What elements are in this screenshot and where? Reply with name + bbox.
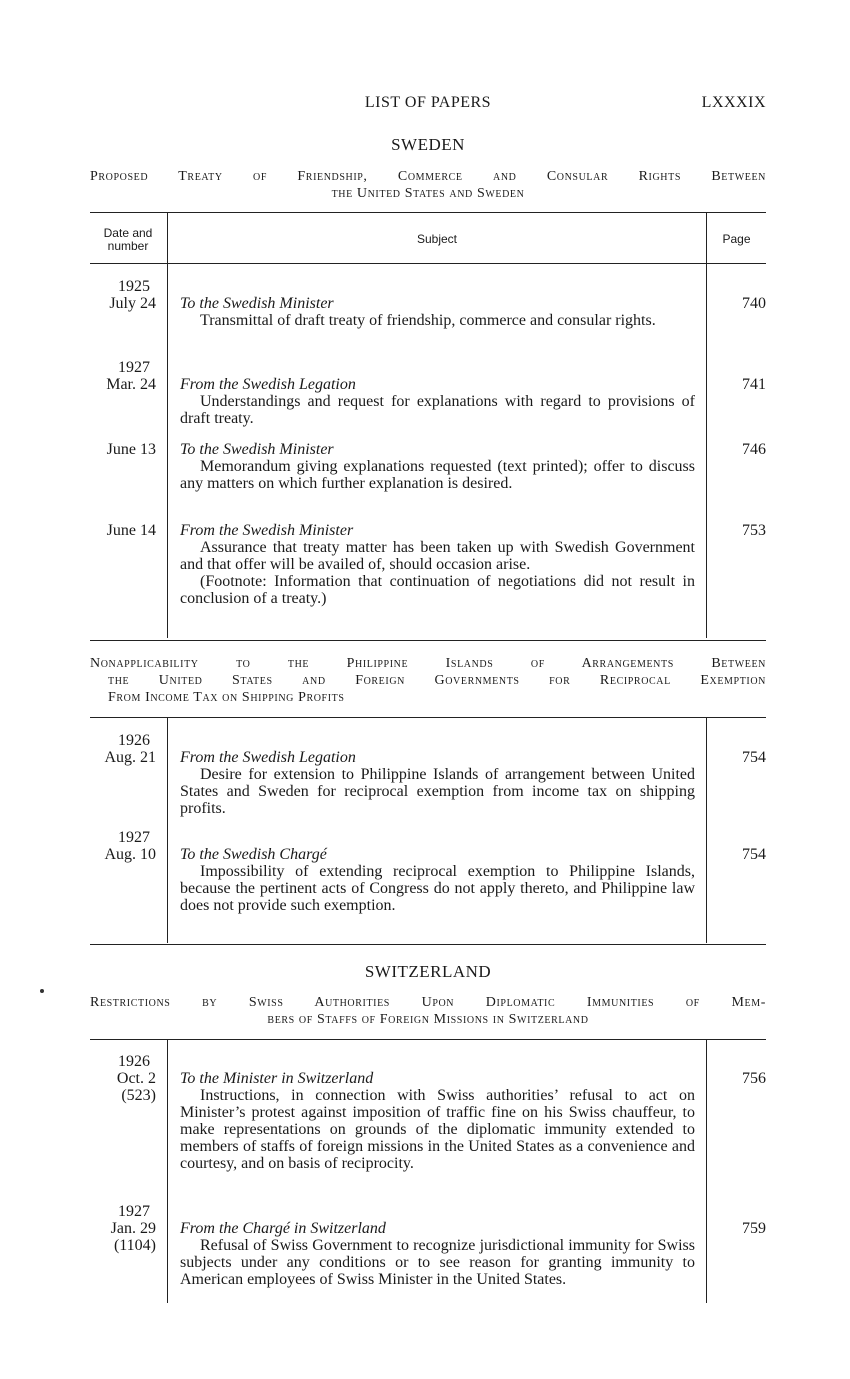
section-heading-line: bers of Staffs of Foreign Missions in Switzerland — [267, 1012, 589, 1027]
entry-date: 1925 July 24 — [109, 278, 156, 312]
section-heading-line: From Income Tax on Shipping Profits — [108, 690, 345, 705]
entry-page: 741 — [742, 376, 766, 393]
section-heading-line: Proposed Treaty of Friendship, Commerce and Consular Rights Between — [90, 169, 766, 184]
entry-page: 759 — [742, 1220, 766, 1237]
table-bottom-rule — [90, 640, 766, 641]
column-header-date: Date and number — [103, 226, 153, 253]
entry-subject: From the Swedish Legation Desire for extension to Philippine Islands of arrangement between United States and Sweden for reciprocal exemption from income tax on shipping profits. — [180, 749, 695, 817]
entry-page: 746 — [742, 441, 766, 458]
entry-subject: To the Minister in Switzerland Instructions, in connection with Swiss authorities’ refusal to act on Minister’s protest against imposition of traffic fine on his Swiss chauffeur, to make representations on grounds of the diplomatic immunity extended to members of staffs of foreign missions in the United States as a convenience and courtesy, and on basis of reciprocity. — [180, 1070, 695, 1172]
margin-mark — [40, 989, 44, 993]
entry-page: 740 — [742, 295, 766, 312]
country-heading-sweden: SWEDEN — [391, 135, 465, 154]
entry-page: 753 — [742, 522, 766, 539]
table-top-rule — [90, 717, 766, 718]
entry-number: (1104) — [113, 1237, 156, 1254]
section-heading-immunities — [90, 994, 766, 1028]
section-heading-line: the United States and Sweden — [331, 186, 525, 201]
section-heading-line: Nonapplicability to the Philippine Islands of Arrangements Between — [90, 656, 766, 671]
entry-subject: From the Swedish Legation Understandings and request for explanations with regard to provisions of draft treaty. — [180, 376, 695, 427]
column-header-page: Page — [722, 232, 751, 246]
entry-page: 756 — [742, 1070, 766, 1087]
country-heading-switzerland: SWITZERLAND — [364, 962, 492, 981]
entry-date: 1927 Jan. 29 (1104) — [84, 1203, 156, 1254]
column-rule — [167, 1040, 168, 1303]
entry-subject: To the Swedish Minister Transmittal of draft treaty of friendship, commerce and consular rights. — [180, 295, 656, 329]
entry-subject: From the Chargé in Switzerland Refusal of Swiss Government to recognize jurisdictional immunity for Swiss subjects under any conditions or to see reason for granting immunity to American employees of Swiss Minister in the United States. — [180, 1220, 695, 1288]
entry-date: 1926 Oct. 2 (523) — [84, 1053, 156, 1104]
entry-page: 754 — [742, 846, 766, 863]
entry-date: June 14 — [106, 522, 156, 539]
column-rule — [167, 213, 168, 638]
entry-date: June 13 — [106, 441, 156, 458]
column-header-subject: Subject — [416, 232, 458, 246]
section-heading-shipping — [90, 655, 766, 706]
column-rule — [167, 718, 168, 943]
entry-subject: To the Swedish Chargé Impossibility of extending reciprocal exemption to Philippine Islands, because the pertinent acts of Congress do not apply thereto, and Philippine law does not provide such exemption. — [180, 846, 695, 914]
running-title: LIST OF PAPERS — [364, 94, 492, 111]
entry-date: 1926 Aug. 21 — [104, 732, 156, 766]
table-header-rule — [90, 263, 766, 264]
table-top-rule — [90, 212, 766, 213]
section-heading-line: the United States and Foreign Governments for Reciprocal Exemption — [108, 673, 766, 688]
entry-subject: From the Swedish Minister Assurance that treaty matter has been taken up with Swedish Government and that offer will be availed of, should occasion arise. (Footnote: Information that continuation of negotiations did not result in conclusion of a treaty.) — [180, 522, 695, 607]
entry-number: (523) — [121, 1087, 156, 1104]
entry-footnote: (Footnote: Information that continuation of negotiations did not result in conclusion of a treaty.) — [180, 573, 695, 607]
section-heading-line: Restrictions by Swiss Authorities Upon Diplomatic Immunities of Mem- — [90, 995, 766, 1010]
column-rule — [706, 1040, 707, 1303]
entry-subject: To the Swedish Minister Memorandum giving explanations requested (text printed); offer to discuss any matters on which further explanation is desired. — [180, 441, 695, 492]
entry-page: 754 — [742, 749, 766, 766]
column-rule — [706, 718, 707, 943]
running-head — [90, 94, 766, 114]
column-rule — [706, 213, 707, 638]
table-top-rule — [90, 1039, 766, 1040]
section-heading-treaty — [90, 168, 766, 202]
entry-date: 1927 Mar. 24 — [106, 359, 156, 393]
page-folio: LXXXIX — [701, 94, 766, 111]
entry-date: 1927 Aug. 10 — [104, 829, 156, 863]
table-bottom-rule — [90, 944, 766, 945]
